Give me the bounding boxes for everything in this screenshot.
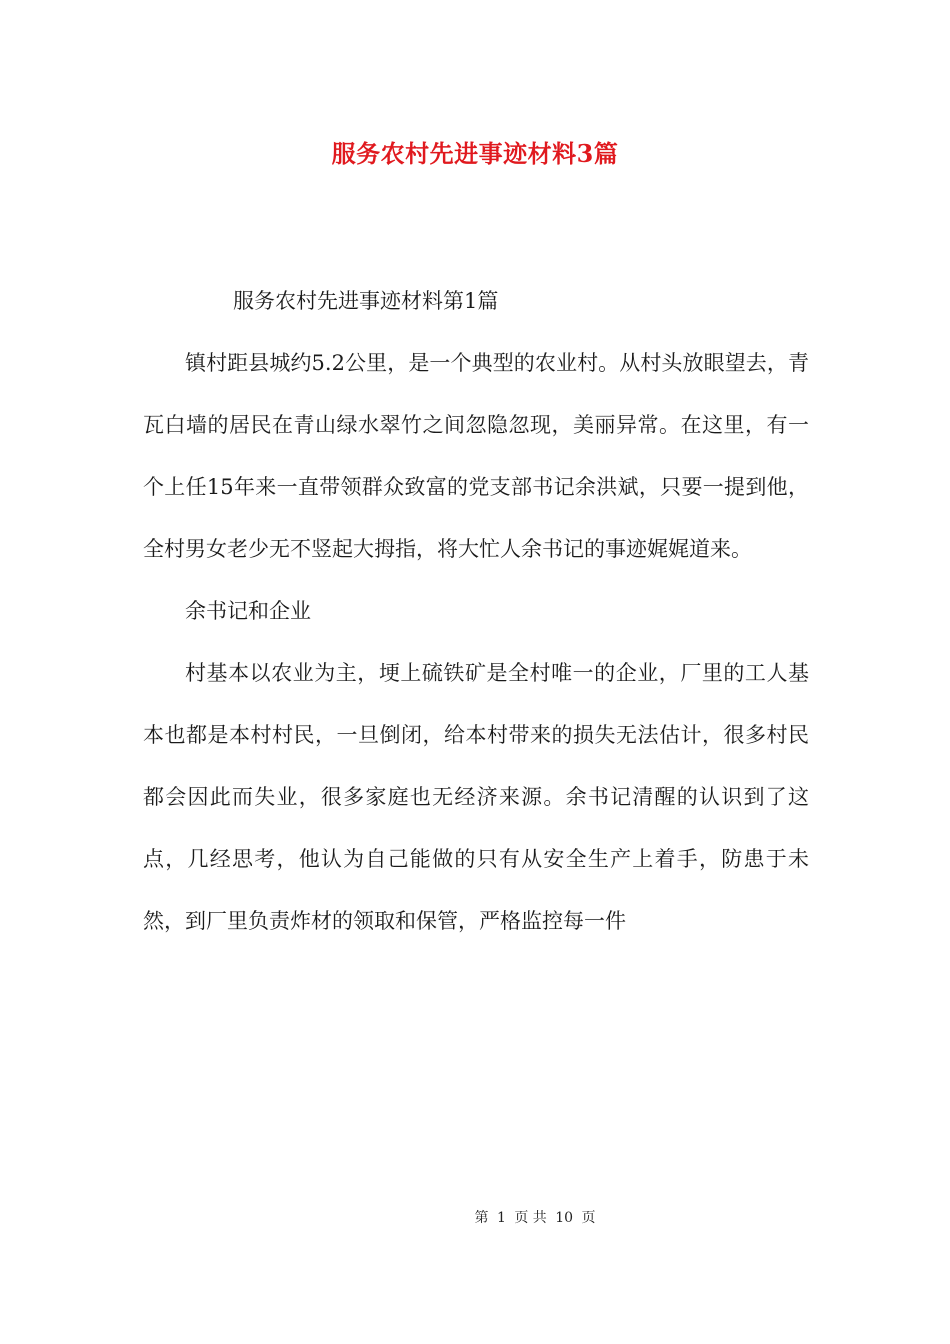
page-footer — [0, 1208, 950, 1228]
footer-current-page: 1 — [496, 1210, 506, 1226]
section-heading: 余书记和企业 — [185, 599, 311, 623]
document-title: 服务农村先进事迹材料3篇 — [331, 139, 619, 168]
paragraph: 村基本以农业为主，埂上硫铁矿是全村唯一的企业，厂里的工人基本也都是本村村民，一旦倒闭，给本村带来的损失无法估计，很多村民都会因此而失业，很多家庭也无经济来源。余书记清醒的认识到了这点，几经思考，他认为自己能做的只有从安全生产上着手，防患于未然，到厂里负责炸材的领取和保管，严格监控每一件 — [143, 661, 809, 933]
document-body — [143, 270, 809, 952]
sub-heading: 服务农村先进事迹材料第1篇 — [233, 289, 499, 313]
footer-suffix: 页 — [581, 1210, 596, 1226]
footer-prefix: 第 — [474, 1210, 489, 1226]
footer-mid: 页 共 — [514, 1210, 547, 1226]
footer-total-pages: 10 — [555, 1210, 574, 1226]
paragraph: 镇村距县城约5.2公里，是一个典型的农业村。从村头放眼望去，青瓦白墙的居民在青山绿水翠竹之间忽隐忽现，美丽异常。在这里，有一个上任15年来一直带领群众致富的党支部书记余洪斌，只要一提到他，全村男女老少无不竖起大拇指，将大忙人余书记的事迹娓娓道来。 — [143, 351, 809, 561]
